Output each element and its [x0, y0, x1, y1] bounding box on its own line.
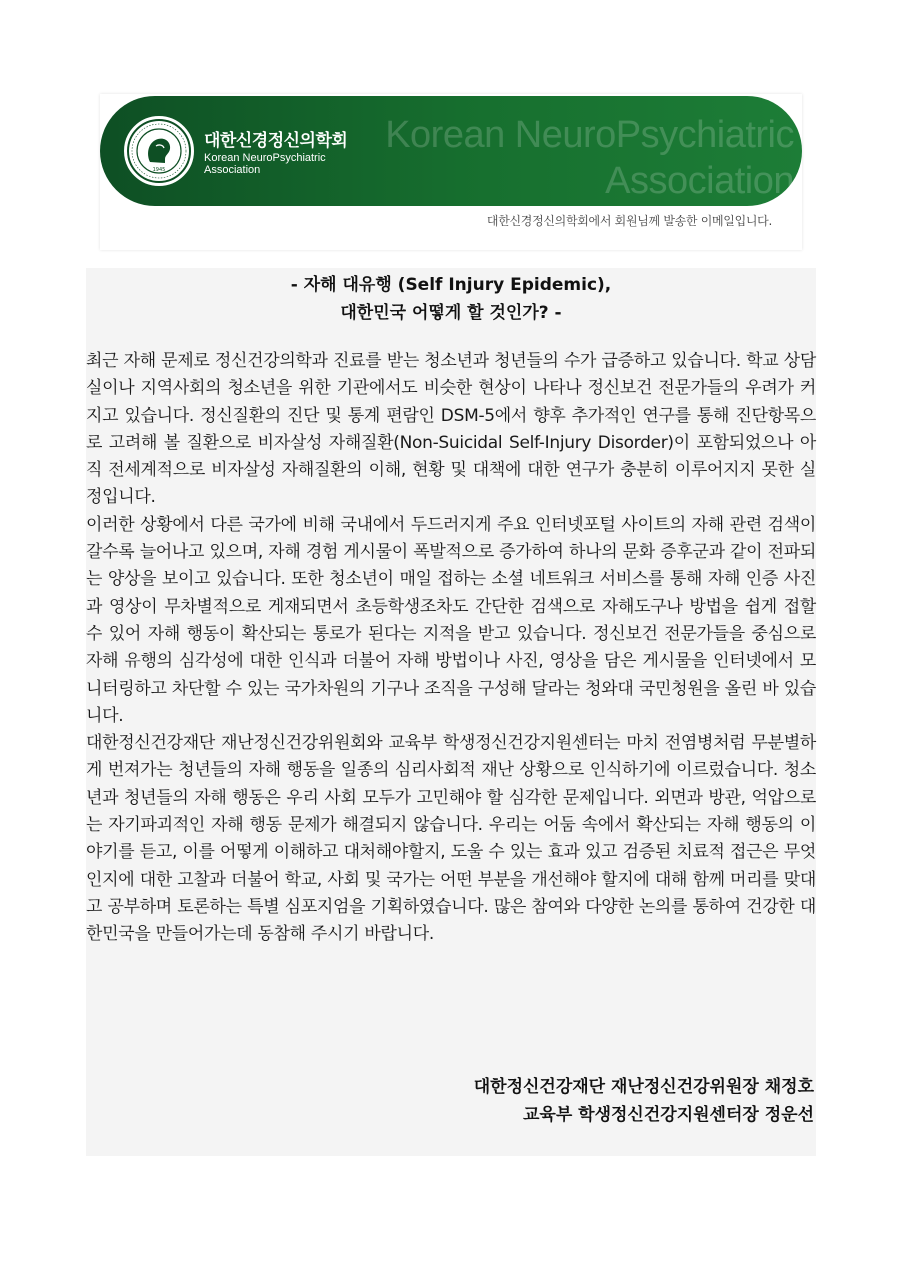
- signature-2: 교육부 학생정신건강지원센터장 정운선: [522, 1105, 814, 1125]
- signature-1: 대한정신건강재단 재난정신건강위원장 채정호: [473, 1077, 814, 1097]
- letter-body: [86, 268, 816, 1156]
- header-banner: [100, 96, 802, 206]
- org-name-korean: 대한신경정신의학회: [204, 131, 348, 151]
- banner-watermark: Korean NeuroPsychiatric Association: [385, 114, 794, 202]
- paragraph-1: 최근 자해 문제로 정신건강의학과 진료를 받는 청소년과 청년들의 수가 급증하고 있습니다. 학교 상담실이나 지역사회의 청소년을 위한 기관에서도 비슷한 현상이 나타나 정신보건 전문가들의 우려가 커지고 있습니다. 정신질환의 진단 및 통계 편람인 DSM-5에서 향후 추가적인 연구를 통해 진단항목으로 고려해 볼 질환으로 비자살성 자해질환(Non-Suicidal Self-Injury Disorder)이 포함되었으나 아직 전세계적으로 비자살성 자해질환의 이해, 현황 및 대책에 대한 연구가 충분히 이루어지지 못한 실정입니다.: [86, 351, 816, 508]
- org-name-english: Korean NeuroPsychiatric Association: [204, 152, 326, 176]
- email-header: [100, 94, 802, 250]
- email-notice: 대한신경정신의학회에서 회원님께 발송한 이메일입니다.: [486, 214, 772, 228]
- title-line-1: - 자해 대유행 (Self Injury Epidemic),: [290, 275, 612, 295]
- letter-paragraphs: [86, 348, 816, 949]
- association-logo: [124, 116, 194, 186]
- paragraph-3: 대한정신건강재단 재난정신건강위원회와 교육부 학생정신건강지원센터는 마치 전염병처럼 무분별하게 번져가는 청년들의 자해 행동을 일종의 심리사회적 재난 상황으로 인식하기에 이르렀습니다. 청소년과 청년들의 자해 행동은 우리 사회 모두가 고민해야 할 심각한 문제입니다. 외면과 방관, 억압으로는 자기파괴적인 자해 행동 문제가 해결되지 않습니다. 우리는 어둠 속에서 확산되는 자해 행동의 이야기를 듣고, 이를 어떻게 이해하고 대처해야할지, 도울 수 있는 효과 있고 검증된 치료적 접근은 무엇인지에 대한 고찰과 더불어 학교, 사회 및 국가는 어떤 부분을 개선해야 할지에 대해 함께 머리를 맞대고 공부하며 토론하는 특별 심포지엄을 기획하였습니다. 많은 참여와 다양한 논의를 통하여 건강한 대한민국을 만들어가는데 동참해 주시기 바랍니다.: [86, 733, 816, 945]
- association-seal-icon: [126, 118, 192, 184]
- title-line-2: 대한민국 어떻게 할 것인가? -: [340, 303, 562, 323]
- paragraph-2: 이러한 상황에서 다른 국가에 비해 국내에서 두드러지게 주요 인터넷포털 사이트의 자해 관련 검색이 갈수록 늘어나고 있으며, 자해 경험 게시물이 폭발적으로 증가하여 하나의 문화 증후군과 같이 전파되는 양상을 보이고 있습니다. 또한 청소년이 매일 접하는 소셜 네트워크 서비스를 통해 자해 인증 사진과 영상이 무차별적으로 게재되면서 초등학생조차도 간단한 검색으로 자해도구나 방법을 쉽게 접할 수 있어 자해 행동이 확산되는 통로가 된다는 지적을 받고 있습니다. 정신보건 전문가들을 중심으로 자해 유행의 심각성에 대한 인식과 더불어 자해 방법이나 사진, 영상을 담은 게시물을 인터넷에서 모니터링하고 차단할 수 있는 국가차원의 기구나 조직을 구성해 달라는 청와대 국민청원을 올린 바 있습니다.: [86, 514, 816, 726]
- svg-text:1945: 1945: [152, 167, 166, 173]
